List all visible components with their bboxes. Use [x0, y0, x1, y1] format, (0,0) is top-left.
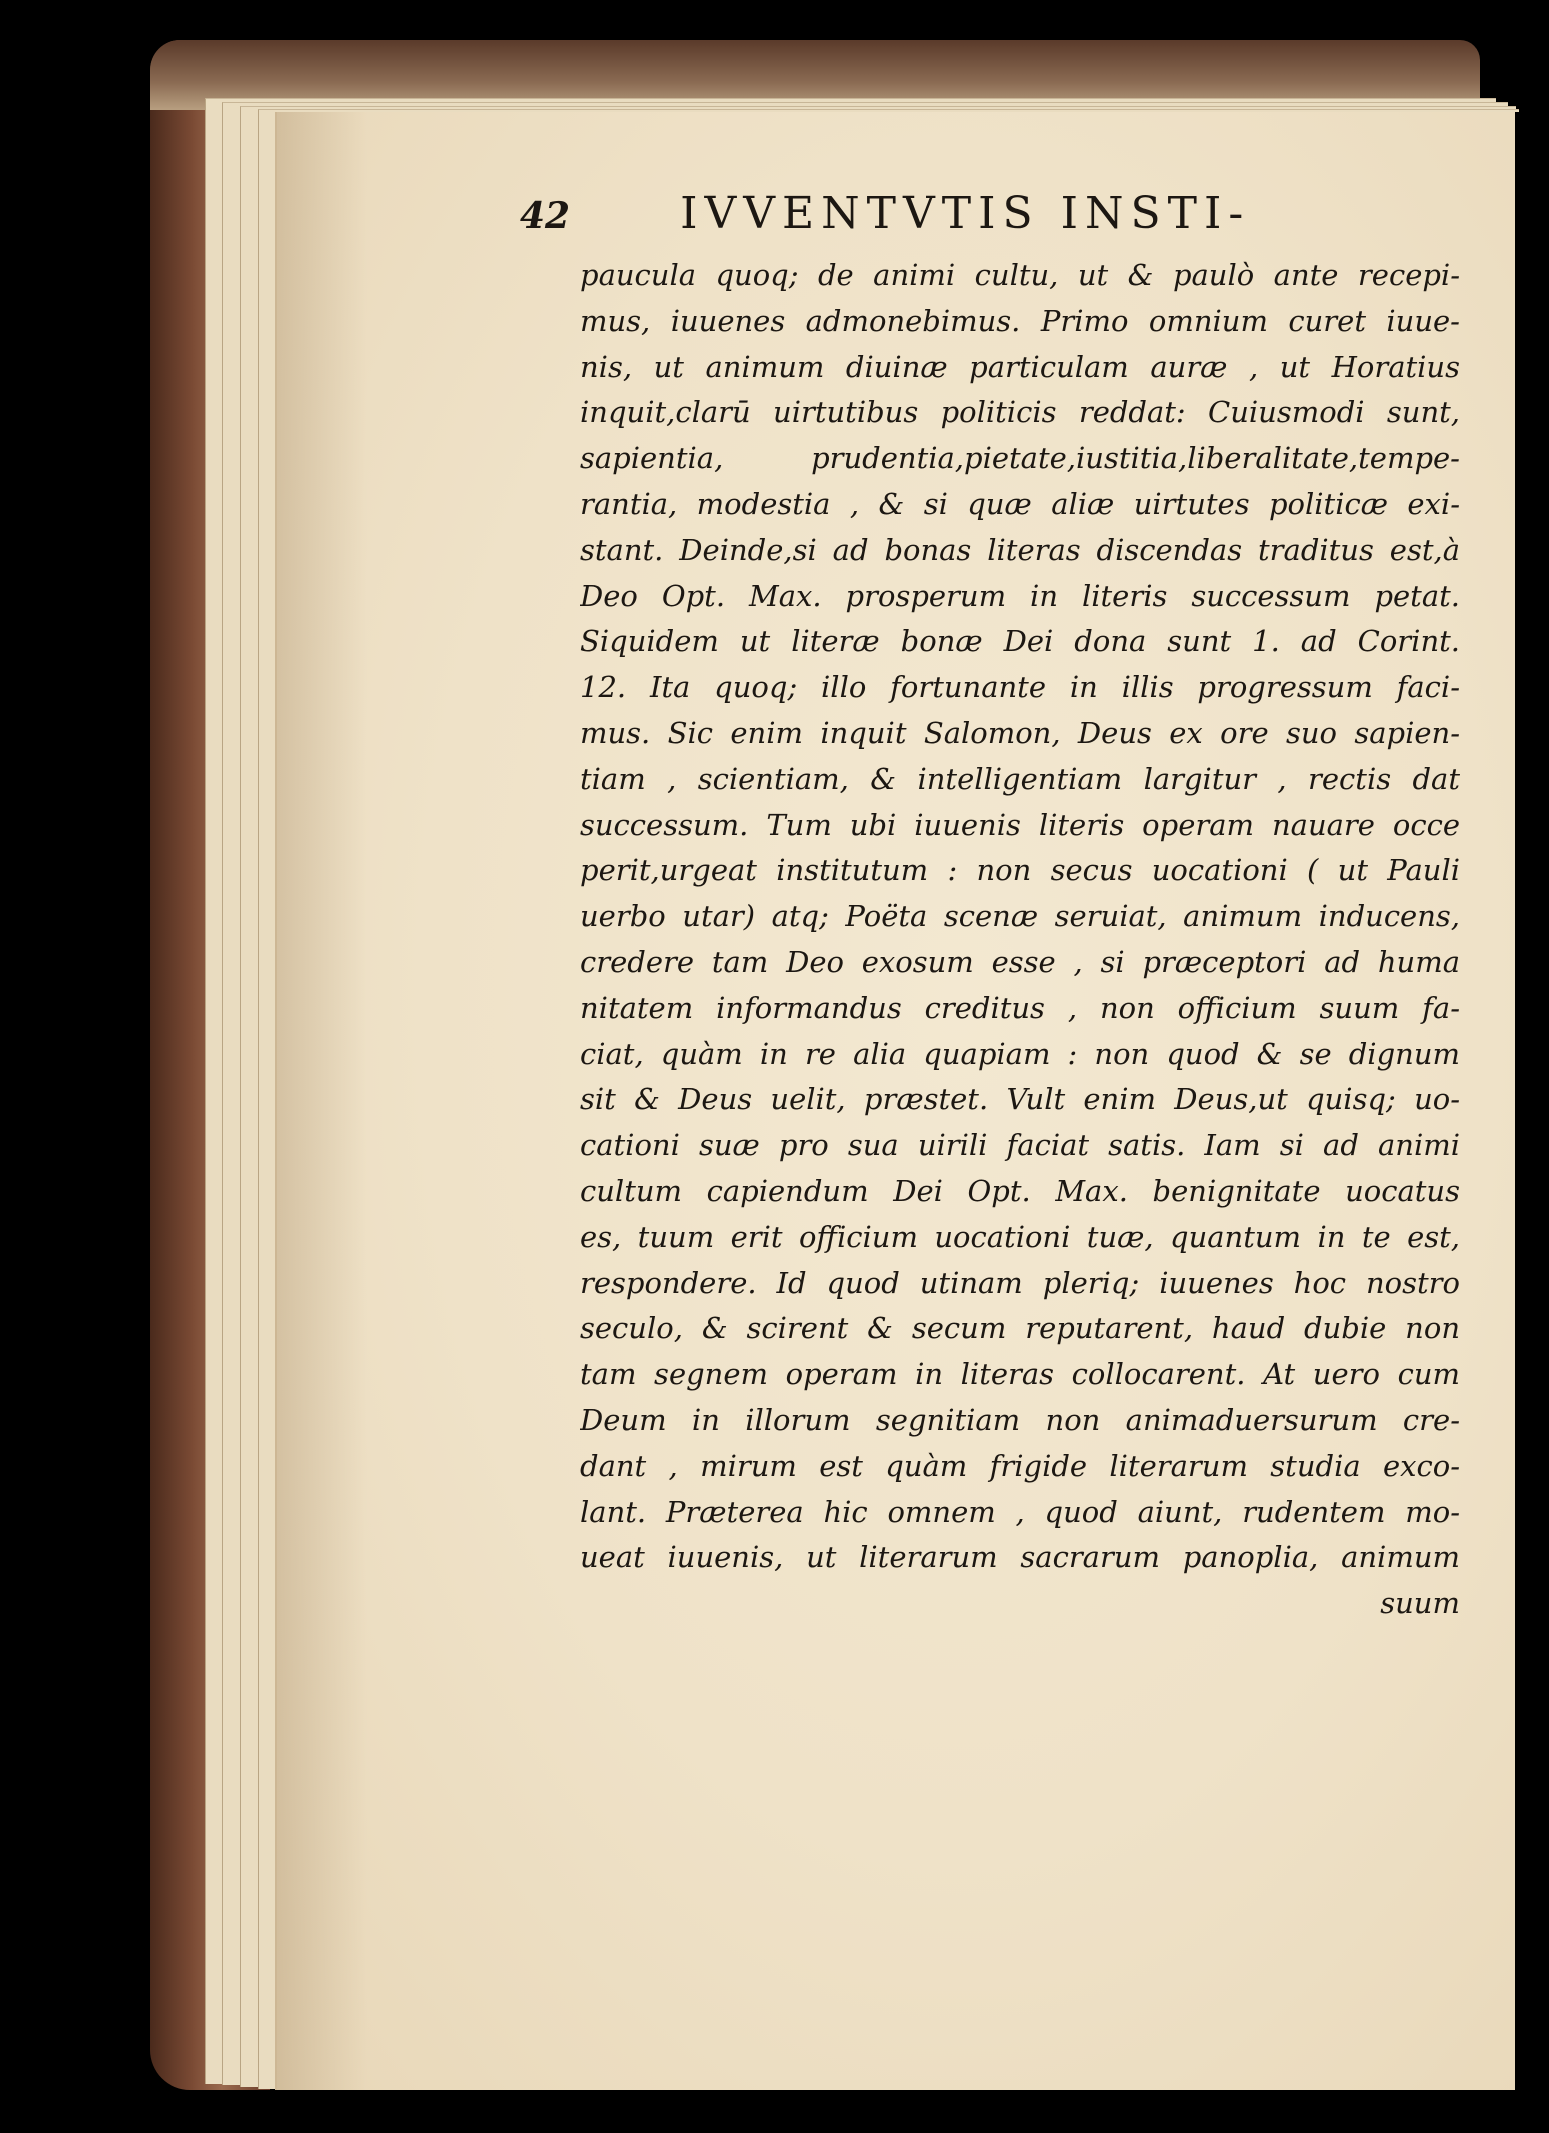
text-line: successum. Tum ubi iuuenis literis operam nauare occe	[580, 807, 1460, 842]
running-head	[520, 188, 1250, 248]
text-line: Deum in illorum segnitiam non animaduersurum cre-	[580, 1402, 1460, 1437]
text-line: uerbo utar) atq; Poëta scenæ seruiat, animum inducens,	[580, 899, 1460, 934]
text-line: Deo Opt. Max. prosperum in literis successum petat.	[580, 578, 1460, 613]
text-line: stant. Deinde,si ad bonas literas discendas traditus est,à	[580, 532, 1460, 567]
text-line: rantia, modestia , & si quæ aliæ uirtutes politicæ exi-	[580, 486, 1460, 521]
text-line: nis, ut animum diuinæ particulam auræ , ut Horatius	[580, 349, 1460, 384]
text-line: credere tam Deo exosum esse , si præceptori ad huma	[580, 944, 1460, 979]
text-line: tiam , scientiam, & intelligentiam largitur , rectis dat	[580, 761, 1460, 796]
text-line: tam segnem operam in literas collocarent. At uero cum	[580, 1357, 1460, 1392]
text-line: ueat iuuenis, ut literarum sacrarum panoplia, animum	[580, 1540, 1460, 1575]
text-line: paucula quoq; de animi cultu, ut & paulò ante recepi-	[580, 258, 1460, 292]
text-line: dant , mirum est quàm frigide literarum studia exco-	[580, 1448, 1460, 1483]
scan-background-edge	[1515, 112, 1549, 2090]
text-line: cultum capiendum Dei Opt. Max. benignitate uocatus	[580, 1173, 1460, 1208]
text-line: nitatem informandus creditus , non officium suum fa-	[580, 990, 1460, 1025]
text-line: lant. Præterea hic omnem , quod aiunt, rudentem mo-	[580, 1494, 1460, 1529]
text-line: 12. Ita quoq; illo fortunante in illis progressum faci-	[580, 670, 1460, 705]
page-number: 42	[520, 195, 571, 237]
text-line: inquit,clarū uirtutibus politicis reddat: Cuiusmodi sunt,	[580, 395, 1460, 430]
text-line: sapientia, prudentia,pietate,iustitia,liberalitate,tempe-	[580, 441, 1460, 476]
catchword: suum	[1380, 1586, 1460, 1621]
text-line: cationi suæ pro sua uirili faciat satis. Iam si ad animi	[580, 1128, 1460, 1163]
text-line: es, tuum erit officium uocationi tuæ, quantum in te est,	[580, 1219, 1460, 1254]
text-line: ciat, quàm in re alia quapiam : non quod & se dignum	[580, 1036, 1460, 1071]
text-line: Siquidem ut literæ bonæ Dei dona sunt 1. ad Corint.	[580, 624, 1460, 659]
text-line: mus, iuuenes admonebimus. Primo omnium curet iuue-	[580, 303, 1460, 338]
body-text	[580, 253, 1460, 1627]
running-head-title: IVVENTVTIS INSTI-	[680, 188, 1251, 239]
text-line: mus. Sic enim inquit Salomon, Deus ex ore suo sapien-	[580, 715, 1460, 750]
text-line: respondere. Id quod utinam pleriq; iuuenes hoc nostro	[580, 1265, 1460, 1300]
text-line: sit & Deus uelit, præstet. Vult enim Deus,ut quisq; uo-	[580, 1082, 1460, 1117]
text-line: perit,urgeat institutum : non secus uocationi ( ut Pauli	[580, 853, 1460, 888]
text-line: seculo, & scirent & secum reputarent, haud dubie non	[580, 1311, 1460, 1346]
